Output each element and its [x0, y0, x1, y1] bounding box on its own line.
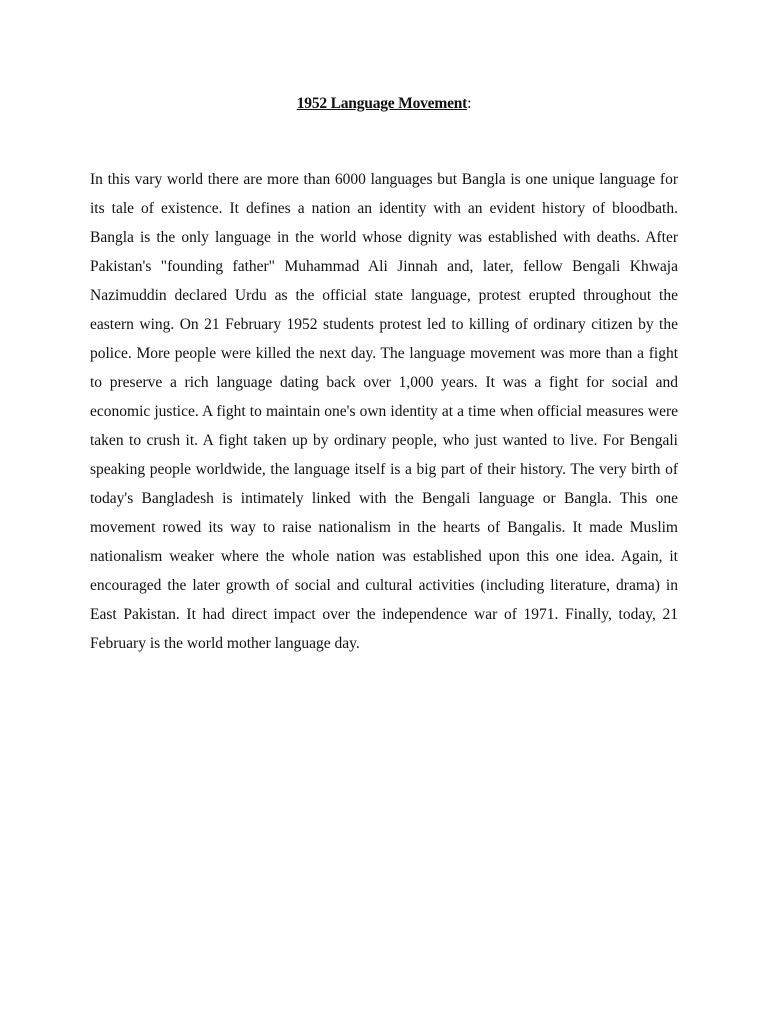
title-colon: : — [467, 95, 472, 112]
document-title — [0, 94, 768, 114]
body-paragraph: In this vary world there are more than 6000 languages but Bangla is one unique language for its tale of existence. It defines a nation an identity with an evident history of bloodbath. Bangla is the only language in the world whose dignity was established with deaths. After Pakistan's "founding father" Muhammad Ali Jinnah and, later, fellow Bengali Khwaja Nazimuddin declared Urdu as the official state language, protest erupted throughout the eastern wing. On 21 February 1952 students protest led to killing of ordinary citizen by the police. More people were killed the next day. The language movement was more than a fight to preserve a rich language dating back over 1,000 years. It was a fight for social and economic justice. A fight to maintain one's own identity at a time when official measures were taken to crush it. A fight taken up by ordinary people, who just wanted to live. For Bengali speaking people worldwide, the language itself is a big part of their history. The very birth of today's Bangladesh is intimately linked with the Bengali language or Bangla. This one movement rowed its way to raise nationalism in the hearts of Bangalis. It made Muslim nationalism weaker where the whole nation was established upon this one idea. Again, it encouraged the later growth of social and cultural activities (including literature, drama) in East Pakistan. It had direct impact over the independence war of 1971. Finally, today, 21 February is the world mother language day. — [90, 171, 678, 652]
title-text: 1952 Language Movement — [296, 95, 468, 112]
